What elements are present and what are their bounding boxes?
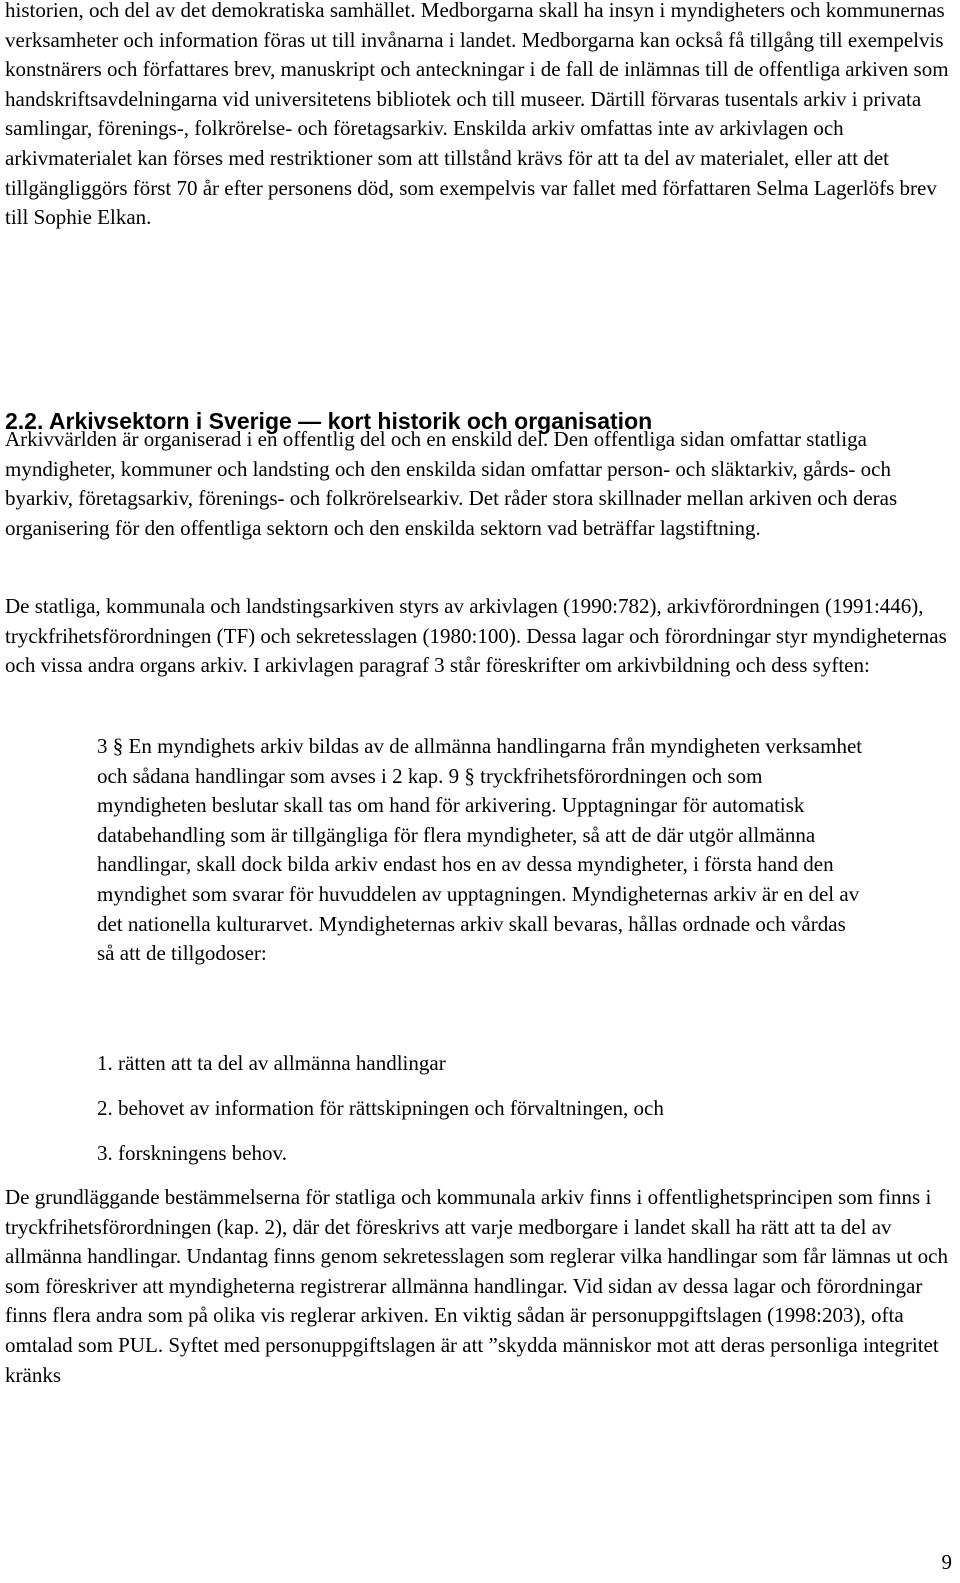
paragraph-legislation: De statliga, kommunala och landstingsarkiven styrs av arkivlagen (1990:782), arkivförordningen (1991:446), tryckfrihetsförordningen (TF) och sekretesslagen (1980:100). Dessa lagar och förordningar styr myndigheternas och vissa andra organs arkiv. I arkivlagen paragraf 3 står föreskrifter om arkivbildning och dess syften: (5, 594, 947, 678)
section-heading: 2.2. Arkivsektorn i Sverige — kort historik och organisation (5, 408, 653, 435)
list-item: 2. behovet av information för rättskipningen och förvaltningen, och (97, 1096, 664, 1120)
list-item: 1. rätten att ta del av allmänna handlingar (97, 1051, 446, 1075)
paragraph-organisation: Arkivvärlden är organiserad i en offentlig del och en enskild del. Den offentliga sidan omfattar statliga myndigheter, kommuner och landsting och den enskilda sidan omfattar person- och släktarkiv, gårds- och byarkiv, företagsarkiv, förenings- och folkrörelsearkiv. Det råder stora skillnader mellan arkiven och deras organisering för den offentliga sektorn och den enskilda sektorn vad beträffar lagstiftning. (5, 427, 898, 540)
page-number: 9 (941, 1550, 952, 1574)
intro-paragraph: historien, och del av det demokratiska samhället. Medborgarna skall ha insyn i myndigheters och kommunernas verksamheter och information föras ut till invånarna i landet. Medborgarna kan också få tillgång till exempelvis konstnärers och författares brev, manuskript och anteckningar i de fall de inlämnas till de offentliga arkiven som handskriftsavdelningarna vid universitetens bibliotek och till museer. Därtill förvaras tusentals arkiv i privata samlingar, förenings-, folkrörelse- och företagsarkiv. Enskilda arkiv omfattas inte av arkivlagen och arkivmaterialet kan förses med restriktioner som att tillstånd krävs för att ta del av materialet, eller att det tillgängliggörs först 70 år efter personens död, som exempelvis var fallet med författaren Selma Lagerlöfs brev till Sophie Elkan. (5, 0, 949, 230)
law-quote: 3 § En myndighets arkiv bildas av de allmänna handlingarna från myndigheten verksamhet och sådana handlingar som avses i 2 kap. 9 § tryckfrihetsförordningen och som myndigheten beslutar skall tas om hand för arkivering. Upptagningar för automatisk databehandling som är tillgängliga för flera myndigheter, så att de där utgör allmänna handlingar, skall dock bilda arkiv endast hos en av dessa myndigheter, i första hand den myndighet som svarar för huvuddelen av upptagningen. Myndigheternas arkiv är en del av det nationella kulturarvet. Myndigheternas arkiv skall bevaras, hållas ordnade och vårdas så att de tillgodoser: (97, 734, 863, 966)
list-item: 3. forskningens behov. (97, 1141, 287, 1165)
purpose-list (97, 1049, 867, 1184)
paragraph-principles: De grundläggande bestämmelserna för statliga och kommunala arkiv finns i offentlighetsprincipen som finns i tryckfrihetsförordningen (kap. 2), där det föreskrivs att varje medborgare i landet skall ha rätt att ta del av allmänna handlingar. Undantag finns genom sekretesslagen som reglerar vilka handlingar som får lämnas ut och som föreskriver att myndigheterna registrerar allmänna handlingar. Vid sidan av dessa lagar och förordningar finns flera andra som på olika vis reglerar arkiven. En viktig sådan är personuppgiftslagen (1998:203), ofta omtalad som PUL. Syftet med personuppgiftslagen är att ”skydda människor mot att deras personliga integritet kränks (5, 1185, 948, 1387)
